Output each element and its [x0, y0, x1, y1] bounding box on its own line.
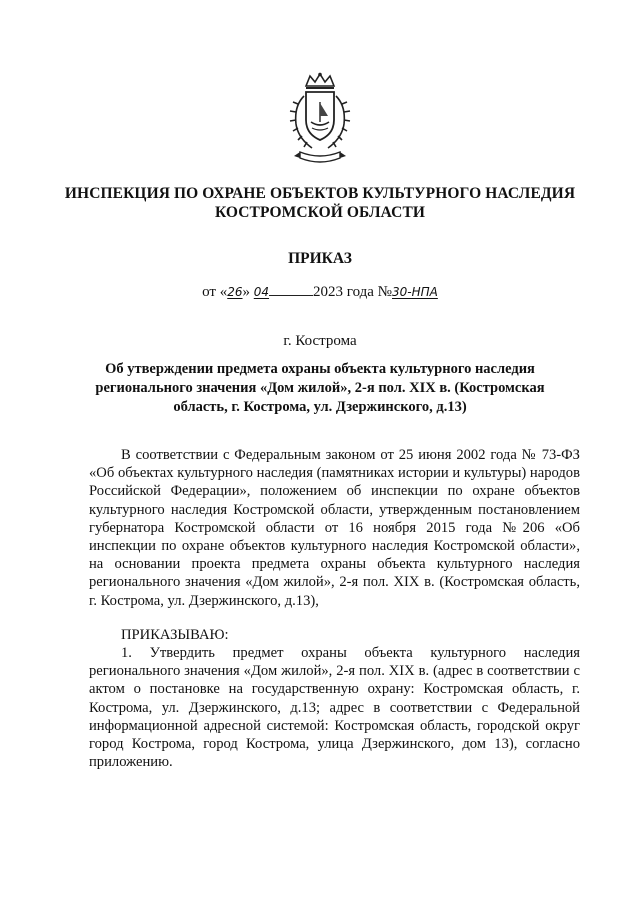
order-date-quote-close: »: [242, 284, 251, 300]
document-type-title: ПРИКАЗ: [288, 250, 352, 267]
order-day: 26: [227, 285, 243, 299]
organization-title: ИНСПЕКЦИЯ ПО ОХРАНЕ ОБЪЕКТОВ КУЛЬТУРНОГО НАСЛЕДИЯ КОСТРОМСКОЙ ОБЛАСТИ: [64, 185, 576, 221]
city-line: г. Кострома: [283, 333, 357, 349]
order-word: ПРИКАЗЫВАЮ:: [121, 627, 229, 643]
coat-of-arms-icon: [286, 72, 354, 168]
order-month-blank: [269, 283, 313, 296]
order-date-prefix: от «: [202, 284, 228, 300]
subject-title: Об утверждении предмета охраны объекта культурного наследия регионального значения «Дом жилой», 2-я пол. XIX в. (Костромская область, г. Кострома, ул. Дзержинского, д.13): [95, 361, 545, 415]
order-year-text: 2023 года №: [313, 284, 392, 300]
preamble-paragraph: В соответствии с Федеральным законом от 25 июня 2002 года № 73-ФЗ «Об объектах культурного наследия (памятниках истории и культуры) народов Российской Федерации», положением об инспекции по охране объектов культурного наследия Костромской области, утвержденным постановлением губернатора Костромской области от 16 ноября 2015 года №206 «Об инспекции по охране объектов культурного наследия Костромской области», на основании проекта предмета охраны объекта культурного наследия регионального значения «Дом жилой», 2-я пол. XIX в. (Костромская область, г. Кострома, ул. Дзержинского, д.13),: [89, 447, 580, 609]
order-month: 04: [253, 285, 270, 299]
order-date-number-line: [0, 283, 640, 301]
order-item-1: 1. Утвердить предмет охраны объекта культурного наследия регионального значения «Дом жилой», 2-я пол. XIX в. (адрес в соответствии с актом о постановке на государственную охрану: Костромская область, г. Кострома, ул. Дзержинского, д.13; адрес в соответствии с Федеральной информационной адресной системой: Костромская область, городской округ город Кострома, город Кострома, улица Дзержинского, дом 13), согласно приложению.: [89, 645, 580, 771]
order-number: 30-НПА: [392, 285, 438, 299]
